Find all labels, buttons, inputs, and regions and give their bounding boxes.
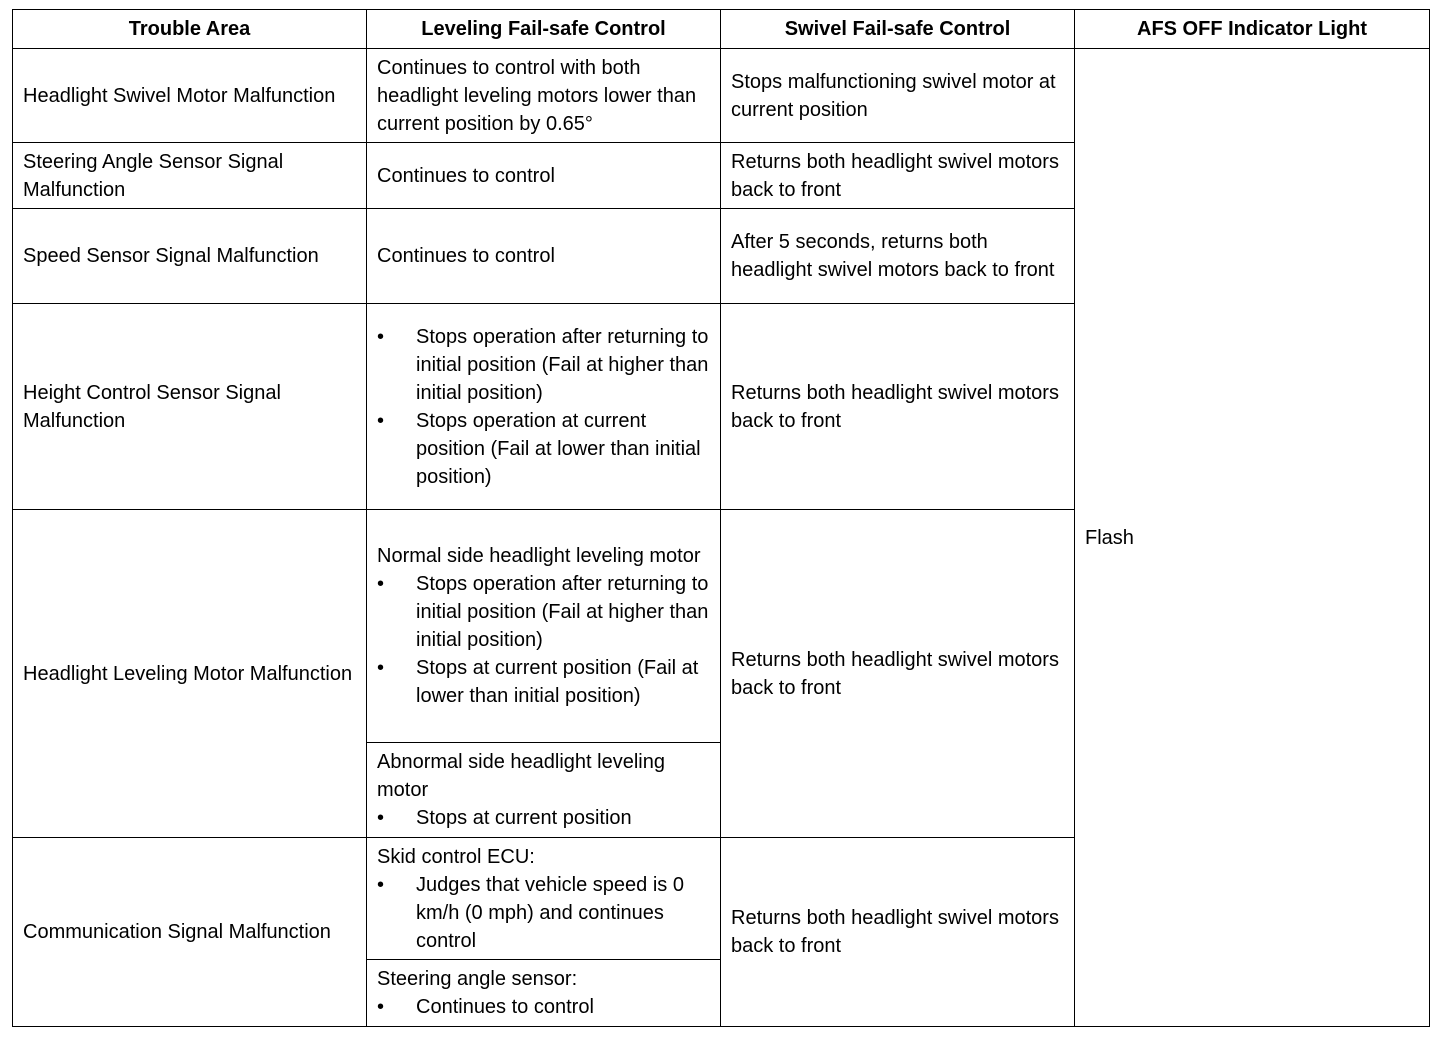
bullet-list [377, 570, 710, 710]
trouble-area-cell: Headlight Swivel Motor Malfunction [13, 49, 367, 143]
header-leveling: Leveling Fail-safe Control [367, 10, 721, 49]
bullet-list [377, 871, 710, 955]
leveling-cell: Continues to control with both headlight leveling motors lower than current position by 0.65° [367, 49, 721, 143]
trouble-area-cell: Headlight Leveling Motor Malfunction [13, 510, 367, 838]
bullet-item: • Judges that vehicle speed is 0 km/h (0 mph) and continues control [377, 871, 710, 955]
header-swivel: Swivel Fail-safe Control [721, 10, 1075, 49]
indicator-cell: Flash [1075, 49, 1430, 1027]
bullet-item: • Stops operation after returning to initial position (Fail at higher than initial position) [377, 323, 710, 407]
leveling-intro: Normal side headlight leveling motor [377, 545, 701, 567]
header-indicator: AFS OFF Indicator Light [1075, 10, 1430, 49]
swivel-cell: Returns both headlight swivel motors back to front [721, 510, 1075, 838]
leveling-intro: Skid control ECU: [377, 845, 535, 868]
leveling-intro: Abnormal side headlight leveling motor [377, 751, 665, 801]
leveling-cell [367, 960, 721, 1027]
trouble-area-cell: Speed Sensor Signal Malfunction [13, 209, 367, 304]
leveling-cell [367, 743, 721, 838]
bullet-list [377, 993, 710, 1021]
swivel-cell: Returns both headlight swivel motors back to front [721, 143, 1075, 209]
trouble-area-cell: Height Control Sensor Signal Malfunction [13, 304, 367, 510]
bullet-item: • Stops operation after returning to initial position (Fail at higher than initial position) [377, 570, 710, 654]
leveling-cell [367, 304, 721, 510]
bullet-item: • Continues to control [377, 993, 710, 1021]
leveling-cell: Continues to control [367, 209, 721, 304]
bullet-item: • Stops at current position [377, 804, 710, 832]
trouble-area-cell: Communication Signal Malfunction [13, 838, 367, 1027]
header-trouble-area: Trouble Area [13, 10, 367, 49]
swivel-cell: Stops malfunctioning swivel motor at current position [721, 49, 1075, 143]
swivel-cell: After 5 seconds, returns both headlight swivel motors back to front [721, 209, 1075, 304]
bullet-item: • Stops at current position (Fail at lower than initial position) [377, 654, 710, 710]
swivel-cell: Returns both headlight swivel motors back to front [721, 838, 1075, 1027]
swivel-cell: Returns both headlight swivel motors back to front [721, 304, 1075, 510]
leveling-cell [367, 510, 721, 743]
bullet-list [377, 323, 710, 491]
leveling-cell [367, 838, 721, 960]
leveling-intro: Steering angle sensor: [377, 968, 578, 990]
bullet-list [377, 804, 710, 832]
bullet-item: • Stops operation at current position (Fail at lower than initial position) [377, 407, 710, 491]
leveling-cell: Continues to control [367, 143, 721, 209]
table-row [13, 49, 1430, 143]
failsafe-table [12, 9, 1430, 1027]
trouble-area-cell: Steering Angle Sensor Signal Malfunction [13, 143, 367, 209]
header-row [13, 10, 1430, 49]
